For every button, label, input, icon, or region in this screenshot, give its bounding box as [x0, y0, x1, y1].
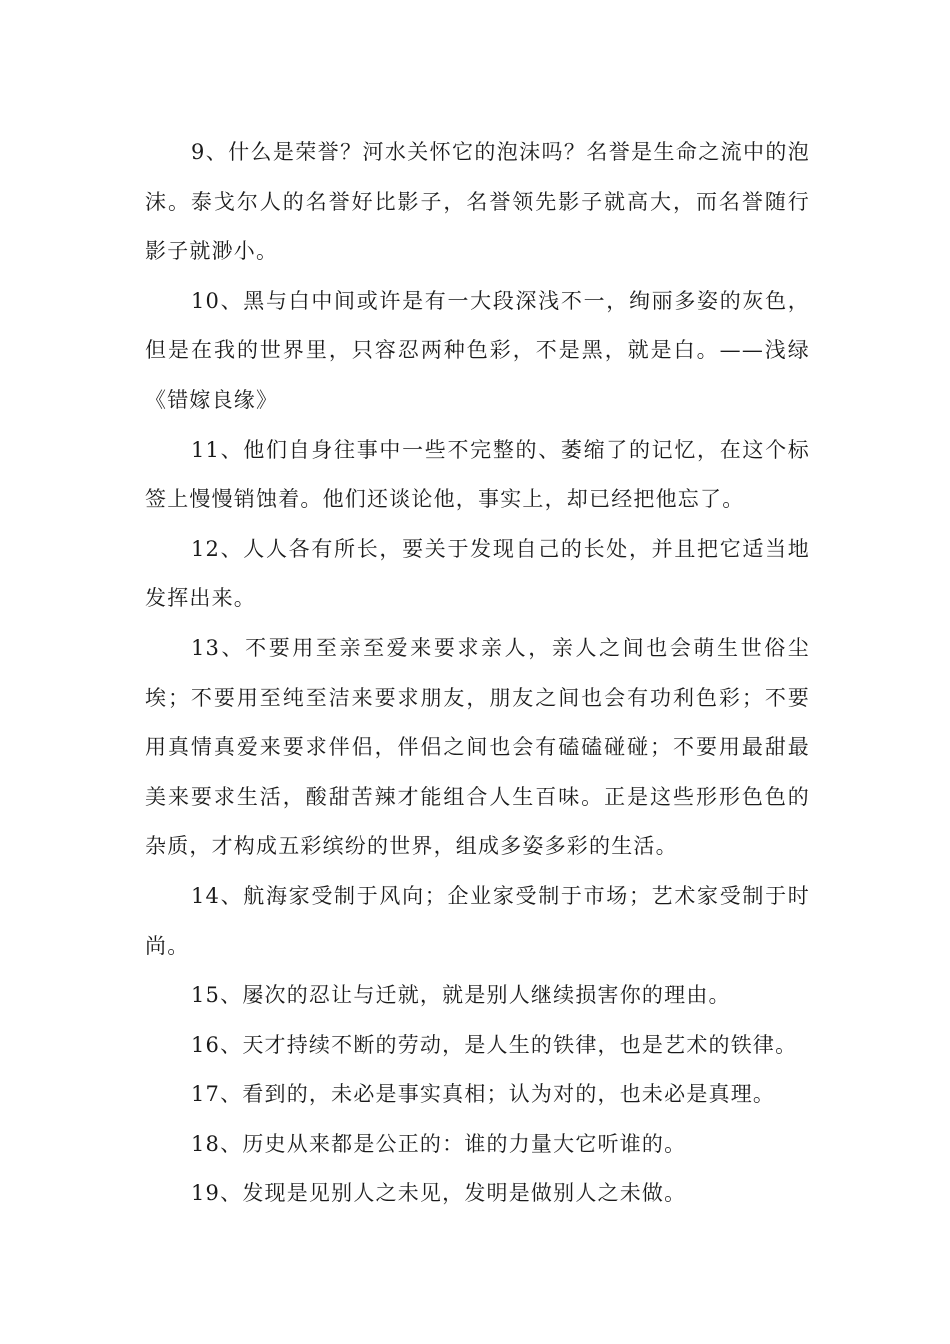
paragraph-16: 16、天才持续不断的劳动，是人生的铁律，也是艺术的铁律。: [191, 1032, 798, 1057]
paragraph-9: 9、什么是荣誉？河水关怀它的泡沫吗？名誉是生命之流中的泡沫。泰戈尔人的名誉好比影子，名誉领先影子就高大，而名誉随行影子就渺小。: [145, 140, 810, 264]
paragraph-18: 18、历史从来都是公正的：谁的力量大它听谁的。: [191, 1131, 687, 1156]
paragraph-19: 19、发现是见别人之未见，发明是做别人之未做。: [191, 1181, 687, 1206]
document-body: [145, 128, 810, 1219]
paragraph-14: 14、航海家受制于风向；企业家受制于市场；艺术家受制于时尚。: [145, 883, 810, 958]
paragraph-11: 11、他们自身往事中一些不完整的、萎缩了的记忆，在这个标签上慢慢销蚀着。他们还谈论他，事实上，却已经把他忘了。: [145, 437, 810, 512]
paragraph-13: 13、不要用至亲至爱来要求亲人，亲人之间也会萌生世俗尘埃；不要用至纯至洁来要求朋友，朋友之间也会有功利色彩；不要用真情真爱来要求伴侣，伴侣之间也会有磕磕碰碰；不要用最甜最美来要求生活，酸甜苦辣才能组合人生百味。正是这些形形色色的杂质，才构成五彩缤纷的世界，组成多姿多彩的生活。: [145, 635, 810, 859]
paragraph-10: 10、黑与白中间或许是有一大段深浅不一，绚丽多姿的灰色，但是在我的世界里，只容忍两种色彩，不是黑，就是白。——浅绿《错嫁良缘》: [145, 288, 810, 412]
paragraph-12: 12、人人各有所长，要关于发现自己的长处，并且把它适当地发挥出来。: [145, 536, 810, 611]
paragraph-15: 15、屡次的忍让与迁就，就是别人继续损害你的理由。: [191, 983, 731, 1008]
paragraph-17: 17、看到的，未必是事实真相；认为对的，也未必是真理。: [191, 1082, 776, 1107]
